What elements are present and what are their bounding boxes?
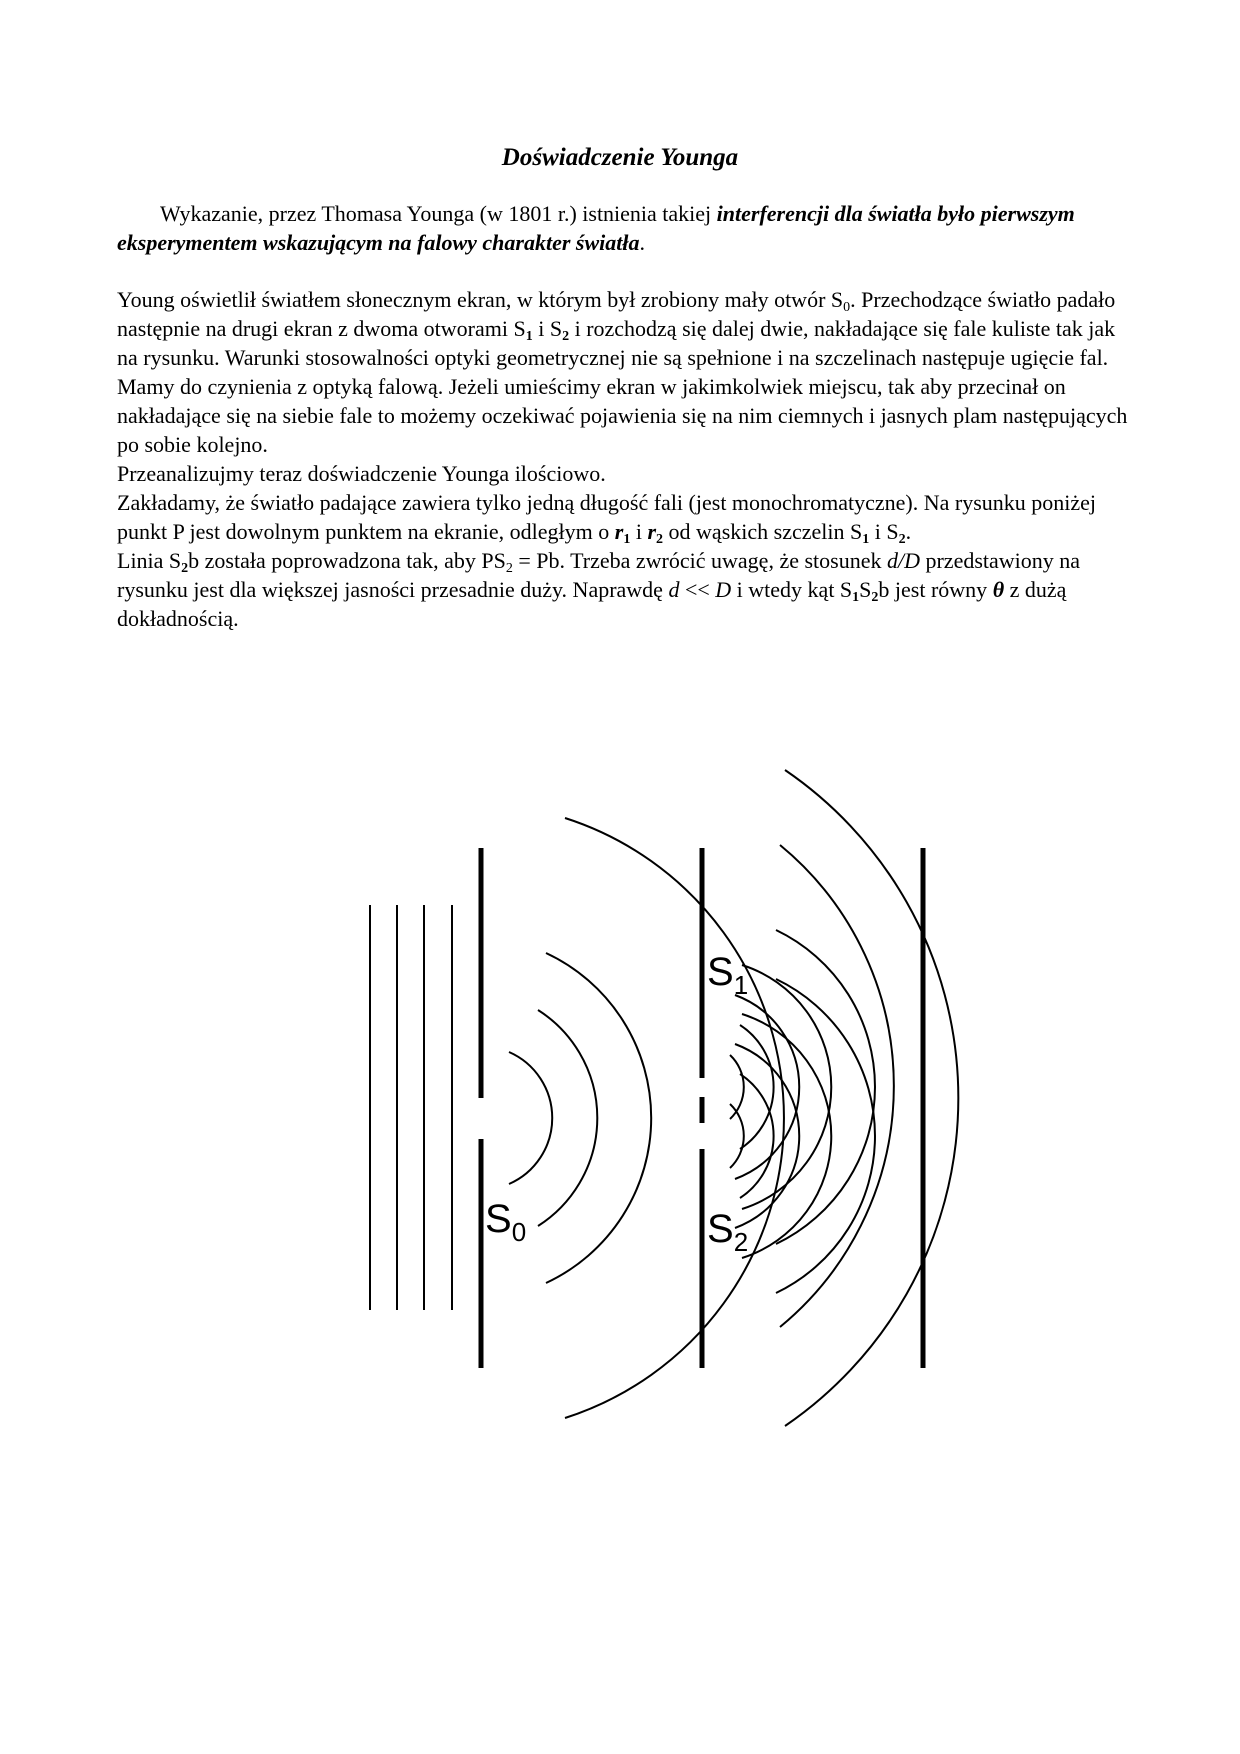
label-s1: $S_1$ <box>707 950 749 1000</box>
s1-wave-5 <box>776 930 875 1244</box>
s0-wave-1 <box>509 1052 552 1184</box>
intro-emphasis: interferencji dla światła było pierwszym eksperymentem wskazującym na falowy charakter światła <box>117 201 1075 255</box>
s2-wave-5 <box>776 979 875 1293</box>
paragraph-line-s2b: Linia $S_2b$ została poprowadzona tak, aby $PS_2 = Pb$. Trzeba zwrócić uwagę, że stosunek d/D przedstawiony na rysunku jest dla większej jasności przesadnie duży. Naprawdę d << D i wtedy kąt $S_1S_2b$ jest równy θ z dużą dokładnością. <box>117 548 1081 631</box>
outer-wave-upper-source <box>780 845 894 1327</box>
outer-wavefronts <box>780 770 958 1426</box>
s0-wave-3 <box>546 953 651 1283</box>
paragraph-quantitative: Przeanalizujmy teraz doświadczenie Younga ilościowo. <box>117 461 606 486</box>
diagram-labels <box>485 950 748 1257</box>
s2-wave-1 <box>730 1104 744 1168</box>
paragraph-assumption: Zakładamy, że światło padające zawiera tylko jedną długość fali (jest monochromatyczne). Na rysunku poniżej punkt P jest dowolnym punktem na ekranie, odległym o $r_1$ i $r_2$ od wąskich szczelin $S_1$ i $S_2$. <box>117 490 1097 547</box>
document-title: Doświadczenie Younga <box>501 144 739 171</box>
plane-wavefronts <box>370 905 452 1310</box>
s0-wave-2 <box>538 1010 597 1226</box>
s1-wave-1 <box>730 1055 744 1119</box>
label-s2: $S_2$ <box>707 1207 749 1257</box>
label-s0: $S_0$ <box>485 1197 527 1247</box>
paragraph-young-experiment: Young oświetlił światłem słonecznym ekran, w którym był zrobiony mały otwór $S_0$. Przechodzące światło padało następnie na drugi ekran z dwoma otworami $S_1$ i $S_2$ i rozchodzą się dalej dwie, nakładające się fale kuliste tak jak na rysunku. Warunki stosowalności optyki geometrycznej nie są spełnione i na szczelinach następuje ugięcie fal. Mamy do czynienia z optyką falową. Jeżeli umieścimy ekran w jakimkolwiek miejscu, tak aby przecinał on nakładające się na siebie fale to możemy oczekiwać pojawienia się na nim ciemnych i jasnych plam następujących po sobie kolejno. <box>117 287 1128 457</box>
waves-from-s0 <box>509 818 784 1418</box>
waves-from-s2 <box>730 979 875 1293</box>
s2-wave-2 <box>740 1074 774 1198</box>
s1-wave-2 <box>740 1025 774 1149</box>
intro-paragraph: Wykazanie, przez Thomasa Younga (w 1801 r.) istnienia takiej interferencji dla światła było pierwszym eksperymentem wskazującym na falowy charakter światła. <box>117 201 1075 255</box>
